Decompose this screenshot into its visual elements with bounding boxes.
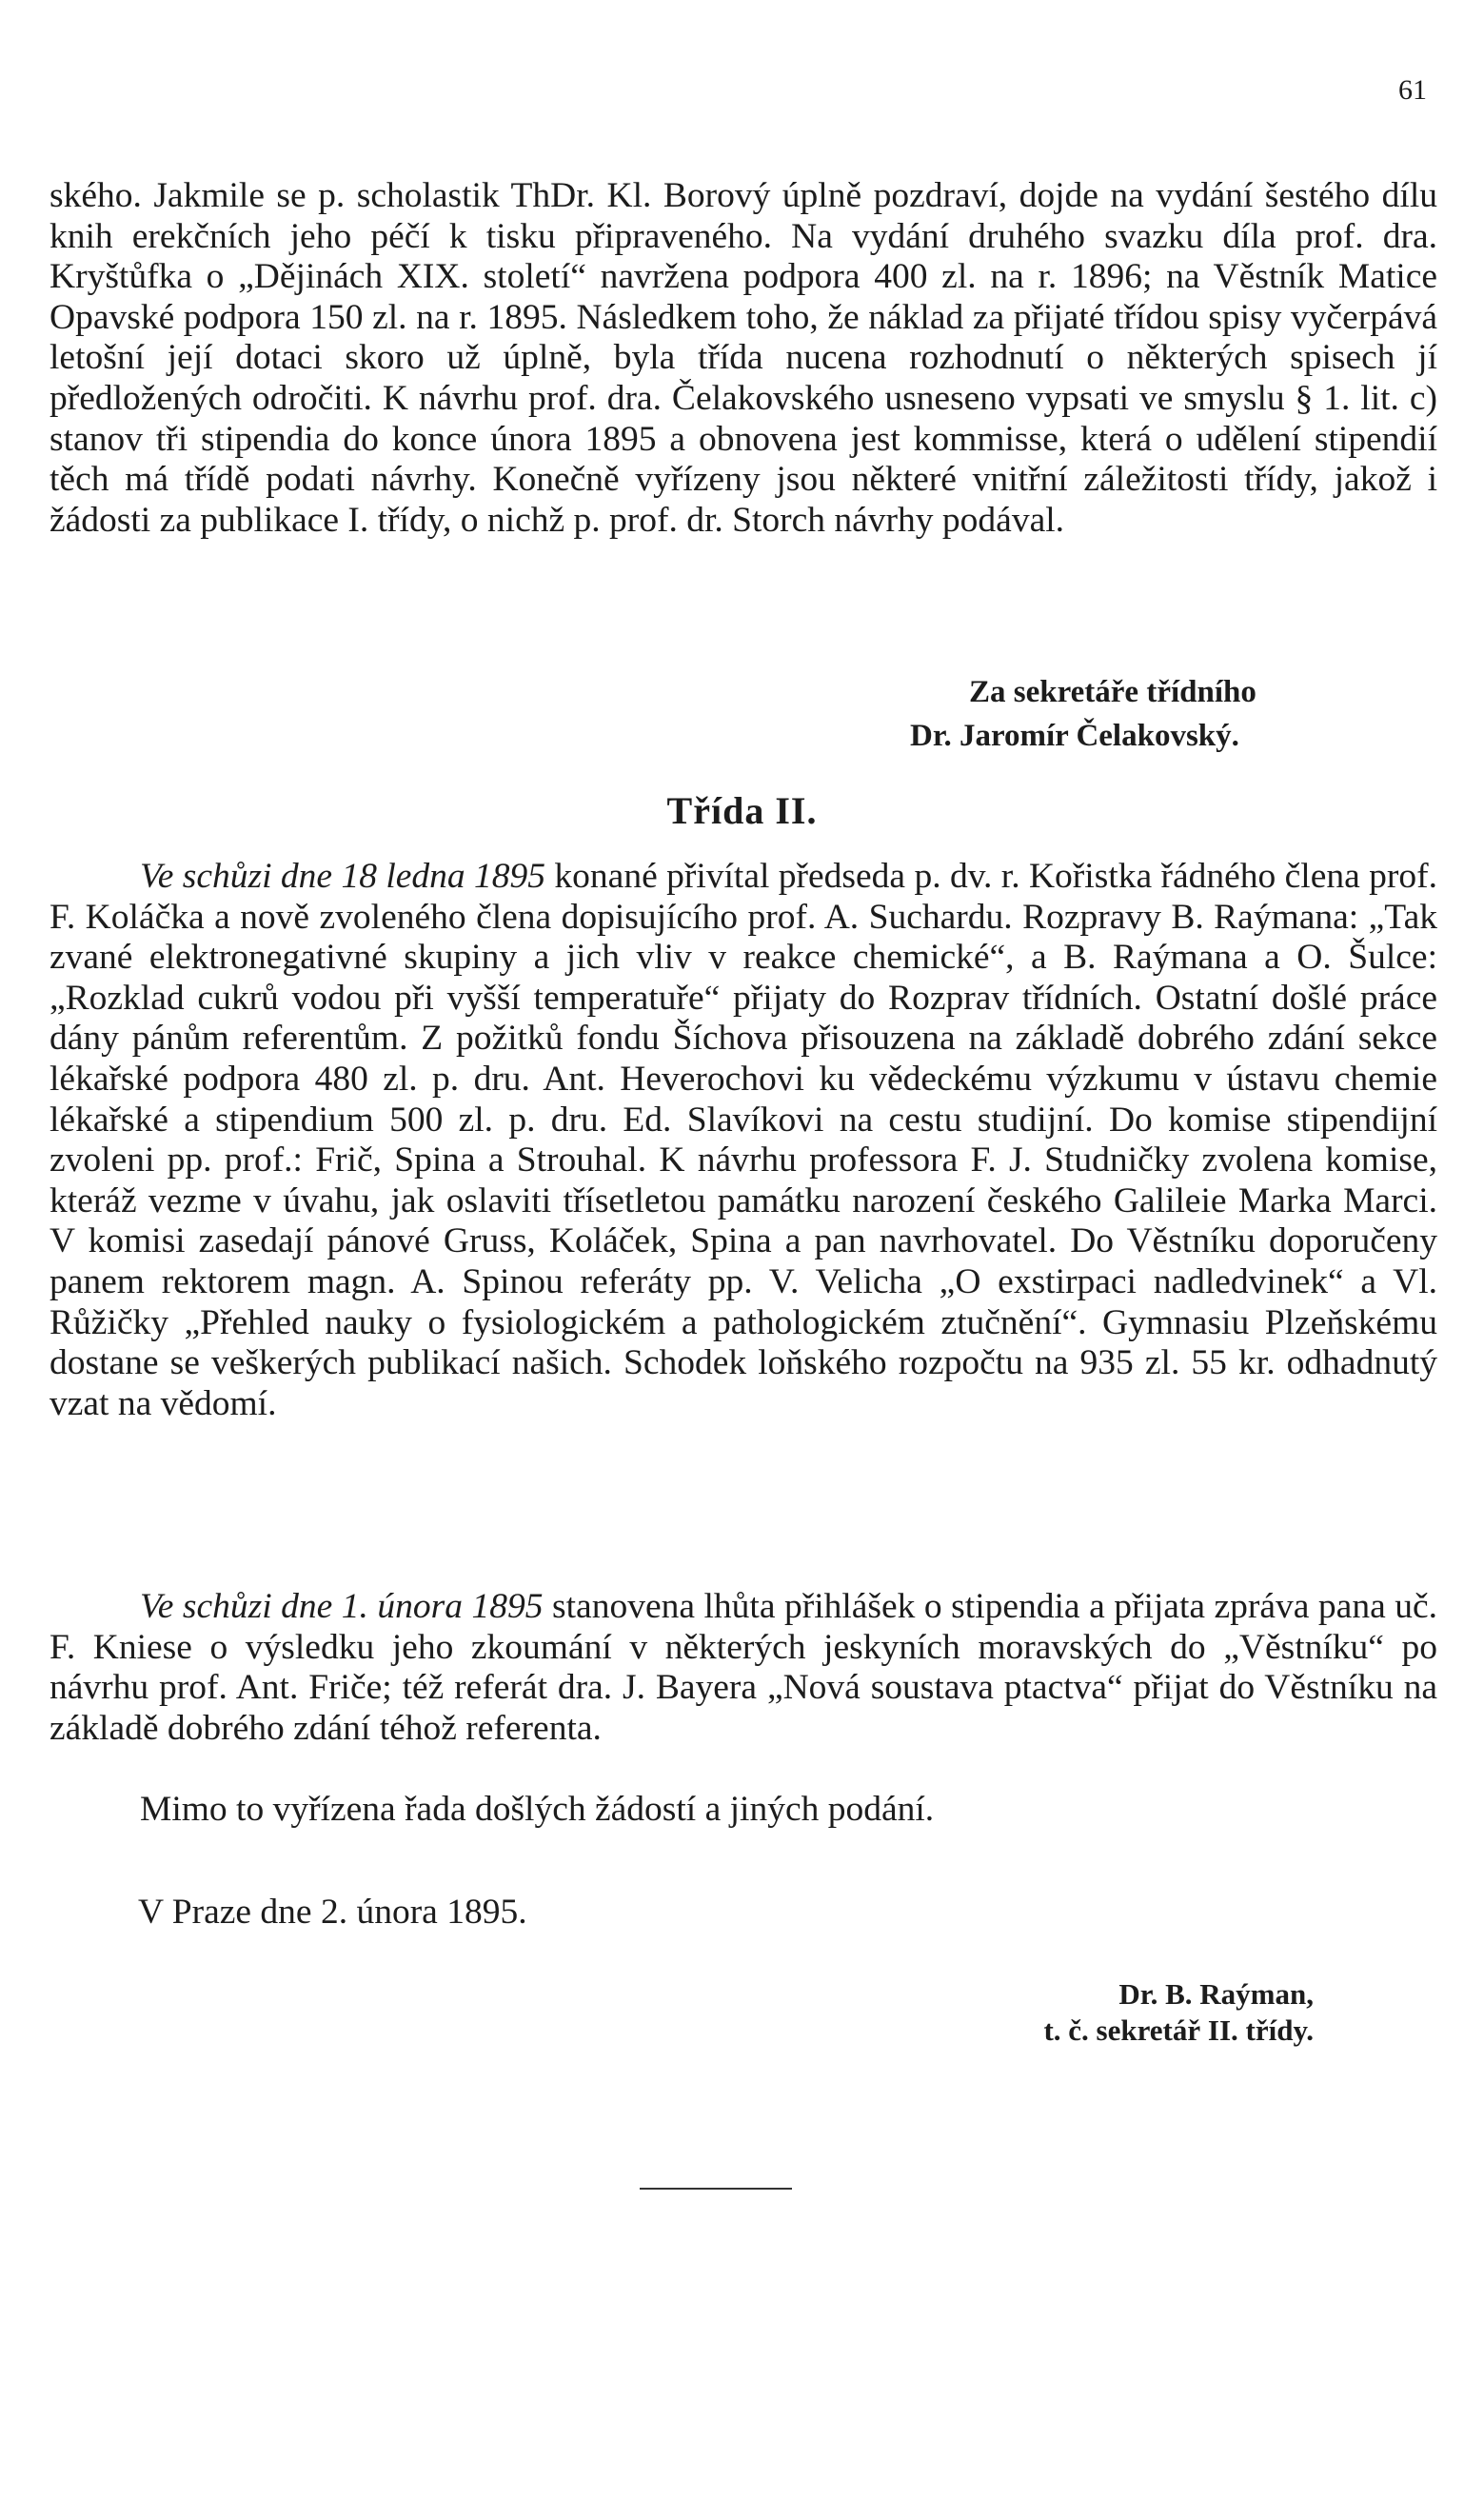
date-line: V Praze dne 2. února 1895. — [138, 1893, 527, 1932]
signature-2-name: Dr. B. Raýman, — [1118, 1977, 1314, 2011]
paragraph-1: ského. Jakmile se p. scholastik ThDr. Kl. Borový úplně pozdraví, dojde na vydání šestého dílu knih erekčních jeho péčí k tisku připraveného. Na vydání druhého svazku díla prof. dra. Kryštůfka o „Dějinách XIX. století“ navržena podpora 400 zl. na r. 1896; na Věstník Matice Opavské podpora 150 zl. na r. 1895. Následkem toho, že náklad za přijaté třídou spisy vyčerpává letošní její dotaci skoro už úplně, byla třída nucena rozhodnutí o některých spisech jí předložených odročiti. K návrhu prof. dra. Čelakovského usneseno vypsati ve smyslu § 1. lit. c) stanov tři stipendia do konce února 1895 a obnovena jest kommisse, která o udělení stipendií těch má třídě podati návrhy. Konečně vyřízeny jsou některé vnitřní záležitosti třídy, jakož i žádosti za publikace I. třídy, o nichž p. prof. dr. Storch návrhy podával. — [49, 176, 1437, 540]
signature-1-role: Za sekretáře třídního — [969, 675, 1256, 709]
paragraph-2 — [49, 857, 1437, 1424]
paragraph-3-body: stanovena lhůta přihlášek o stipendia a přijata zpráva pana uč. F. Kniese o výsledku jeho zkoumání v některých jeskyních moravských do „Věstníku“ po návrhu prof. Ant. Friče; též referát dra. J. Bayera „Nová soustava ptactva“ přijat do Věstníku na základě dobrého zdání téhož referenta. — [49, 1587, 1437, 1748]
paragraph-2-lead: Ve schůzi dne 18 ledna 1895 — [140, 857, 546, 896]
paragraph-3-lead: Ve schůzi dne 1. února 1895 — [140, 1587, 544, 1626]
signature-block-1 — [910, 670, 1256, 758]
signature-1-name: Dr. Jaromír Čelakovský. — [910, 719, 1239, 753]
closing-rule — [640, 2188, 792, 2190]
page-number: 61 — [1398, 74, 1427, 106]
signature-block-2 — [933, 1976, 1314, 2049]
paragraph-3 — [49, 1587, 1437, 1749]
paragraph-4: Mimo to vyřízena řada došlých žádostí a jiných podání. — [140, 1790, 935, 1829]
section-heading: Třída II. — [666, 789, 818, 832]
signature-2-role: t. č. sekretář II. třídy. — [1043, 2013, 1314, 2047]
paragraph-2-body: konané přivítal předseda p. dv. r. Kořistka řádného člena prof. F. Koláčka a nově zvoleného člena dopisujícího prof. A. Suchardu. Rozpravy B. Raýmana: „Tak zvané elektronegativné skupiny a jich vliv v reakce chemické“, a B. Raýmana a O. Šulce: „Rozklad cukrů vodou při vyšší temperatuře“ přijaty do Rozprav třídních. Ostatní došlé práce dány pánům referentům. Z požitků fondu Šíchova přisouzena na základě dobrého zdání sekce lékařské podpora 480 zl. p. dru. Ant. Heverochovi ku vědeckému výzkumu v ústavu chemie lékařské a stipendium 500 zl. p. dru. Ed. Slavíkovi na cestu studijní. Do komise stipendijní zvoleni pp. prof.: Frič, Spina a Strouhal. K návrhu professora F. J. Studničky zvolena komise, kteráž vezme v úvahu, jak oslaviti třísetletou památku narození českého Galileie Marka Marci. V komisi zasedají pánové Gruss, Koláček, Spina a pan navrhovatel. Do Věstníku doporučeny panem rektorem magn. A. Spinou referáty pp. V. Velicha „O exstirpaci nadledvinek“ a Vl. Růžičky „Přehled nauky o fysiologickém a pathologickém ztučnění“. Gymnasiu Plzeňskému dostane se veškerých publikací našich. Schodek loňského rozpočtu na 935 zl. 55 kr. odhadnutý vzat na vědomí. — [49, 857, 1438, 1423]
